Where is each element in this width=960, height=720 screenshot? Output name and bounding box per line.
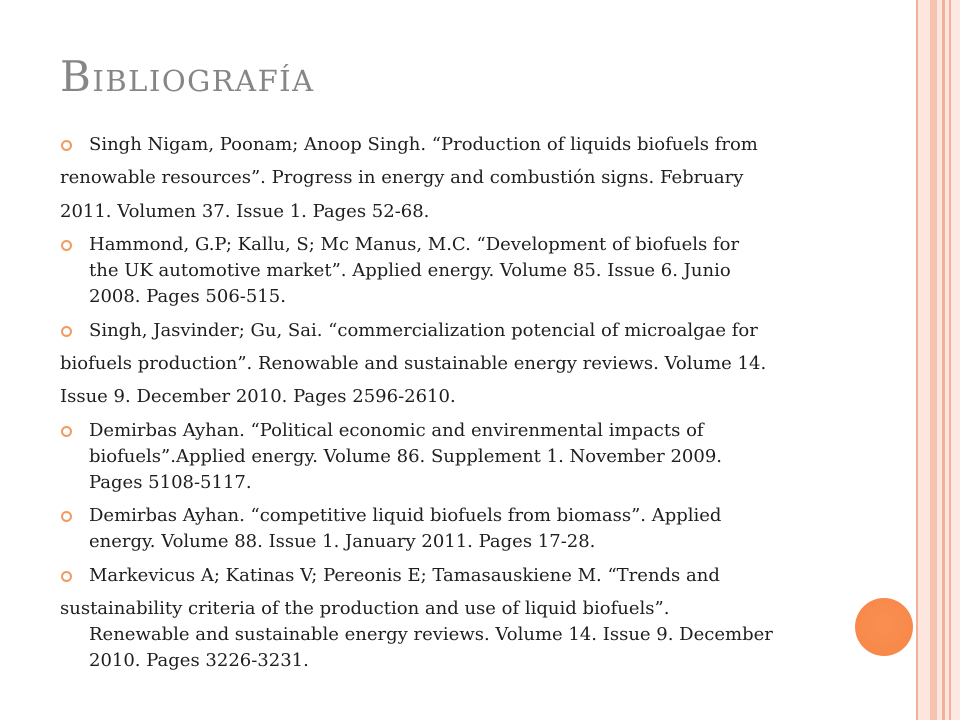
reference-line: biofuels”.Applied energy. Volume 86. Supplement 1. November 2009.: [89, 445, 723, 467]
reference-line: Renewable and sustainable energy reviews. Volume 14. Issue 9. December: [89, 623, 773, 645]
reference-line: sustainability criteria of the production and use of liquid biofuels”.: [60, 597, 670, 619]
reference-line: Pages 5108-5117.: [89, 471, 252, 493]
reference-line: renowable resources”. Progress in energy and combustión signs. February: [60, 167, 744, 189]
reference-line: 2008. Pages 506-515.: [89, 286, 286, 308]
bullet-icon: [61, 140, 72, 151]
decorative-circle: [855, 598, 913, 656]
reference-list: [60, 132, 860, 674]
reference-paragraph: [60, 351, 860, 377]
reference-paragraph: [60, 165, 860, 191]
reference-line: the UK automotive market”. Applied energy. Volume 85. Issue 6. Junio: [89, 260, 731, 282]
bullet-icon: [61, 326, 72, 337]
bullet-icon: [61, 571, 72, 582]
reference-line: Hammond, G.P; Kallu, S; Mc Manus, M.C. “Development of biofuels for: [89, 234, 740, 256]
reference-line: Singh, Jasvinder; Gu, Sai. “commercialization potencial of microalgae for: [89, 319, 758, 341]
reference-line: Markevicus A; Katinas V; Pereonis E; Tamasauskiene M. “Trends and: [89, 564, 720, 586]
reference-paragraph: [60, 199, 860, 225]
reference-paragraph: [60, 563, 860, 589]
reference-line: Singh Nigam, Poonam; Anoop Singh. “Production of liquids biofuels from: [89, 134, 758, 155]
reference-line: 2010. Pages 3226-3231.: [89, 649, 309, 671]
reference-paragraph: [60, 384, 860, 410]
reference-paragraph: [60, 596, 860, 674]
reference-line: Demirbas Ayhan. “competitive liquid biofuels from biomass”. Applied: [89, 505, 722, 527]
reference-line: 2011. Volumen 37. Issue 1. Pages 52-68.: [60, 200, 430, 222]
slide-title: Bibliografía: [60, 52, 315, 101]
reference-paragraph: [60, 232, 860, 310]
reference-line: energy. Volume 88. Issue 1. January 2011. Pages 17-28.: [89, 531, 596, 553]
reference-paragraph: [60, 418, 860, 496]
reference-line: Issue 9. December 2010. Pages 2596-2610.: [60, 386, 456, 408]
reference-line: Demirbas Ayhan. “Political economic and envirenmental impacts of: [89, 419, 704, 441]
reference-paragraph: [60, 503, 860, 555]
reference-line: biofuels production”. Renowable and sustainable energy reviews. Volume 14.: [60, 352, 767, 374]
bullet-icon: [61, 426, 72, 437]
reference-paragraph: [60, 132, 860, 158]
reference-paragraph: [60, 318, 860, 344]
decorative-stripes: [916, 0, 960, 720]
